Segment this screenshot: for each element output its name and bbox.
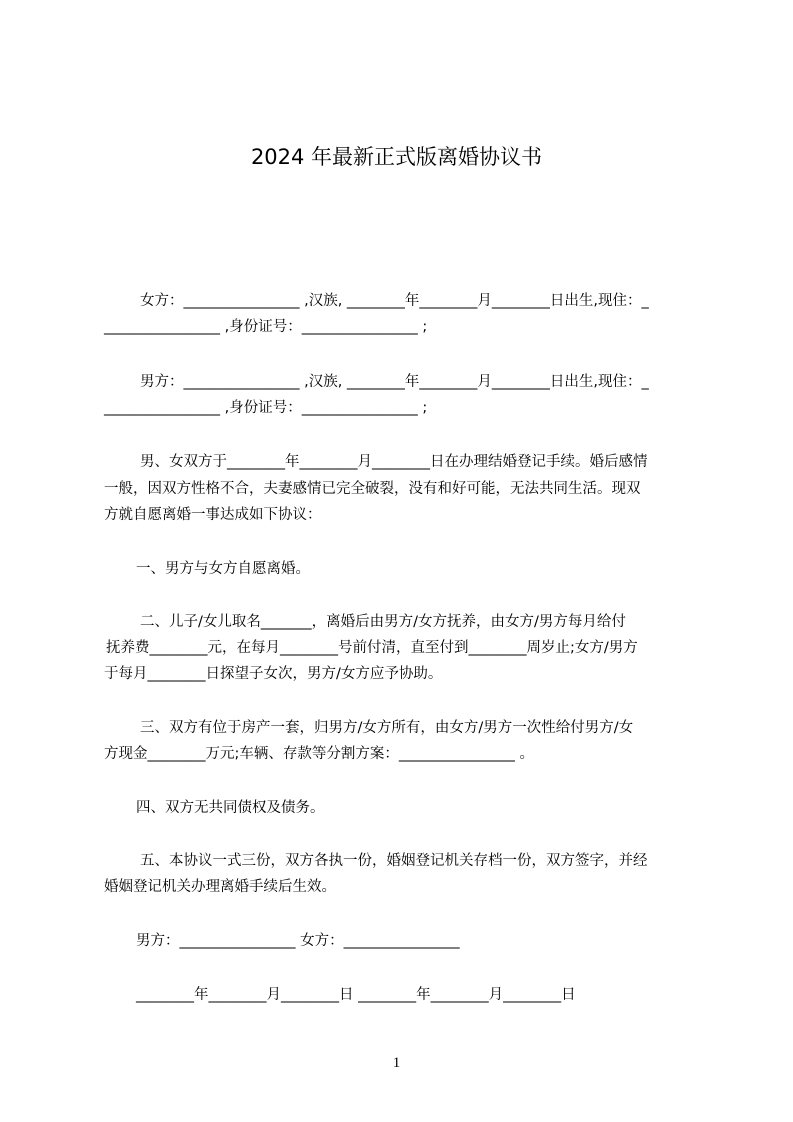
date-line: ________年________月________日 ________年________月________日	[136, 987, 576, 1003]
clause-3-line-1: 三、双方有位于房产一套，归男方/女方所有，由女方/男方一次性给付男方/女	[140, 720, 634, 736]
clause-1: 一、男方与女方自愿离婚。	[136, 561, 310, 577]
male-party-line: 男方：________________ ,汉族, ________年________月________日出生,现住：_	[140, 374, 649, 390]
signature-line: 男方：________________ 女方：________________	[136, 933, 460, 949]
female-party-id-line: ________________ ,身份证号：________________ ;	[104, 319, 428, 335]
clause-5-line-2: 婚姻登记机关办理离婚手续后生效。	[104, 879, 336, 895]
intro-paragraph-line-1: 男、女双方于________年________月________日在办理结婚登记手续。婚后感情	[140, 454, 648, 470]
male-party-id-line: ________________ ,身份证号：________________ ;	[104, 400, 428, 416]
clause-4: 四、双方无共同债权及债务。	[136, 800, 325, 816]
intro-paragraph-line-2: 一般，因双方性格不合，夫妻感情已完全破裂，没有和好可能，无法共同生活。现双	[104, 481, 641, 497]
document-title: 2024 年最新正式版离婚协议书	[250, 145, 543, 169]
page-number: 1	[392, 1055, 401, 1071]
clause-2-line-1: 二、儿子/女儿取名_______，离婚后由男方/女方抚养，由女方/男方每月给付	[140, 614, 626, 630]
clause-3-line-2: 方现金________万元;车辆、存款等分割方案：________________ 。	[104, 746, 534, 762]
intro-paragraph-line-3: 方就自愿离婚一事达成如下协议：	[104, 507, 322, 523]
clause-5-line-1: 五、本协议一式三份，双方各执一份，婚姻登记机关存档一份，双方签字，并经	[140, 853, 648, 869]
clause-2-line-2: 抚养费________元，在每月________号前付清，直至付到________周岁止;女方/男方	[106, 640, 638, 656]
female-party-line: 女方：________________ ,汉族, ________年________月________日出生,现住：_	[140, 293, 649, 309]
clause-2-line-3: 于每月________日探望子女次，男方/女方应予协助。	[104, 666, 443, 682]
